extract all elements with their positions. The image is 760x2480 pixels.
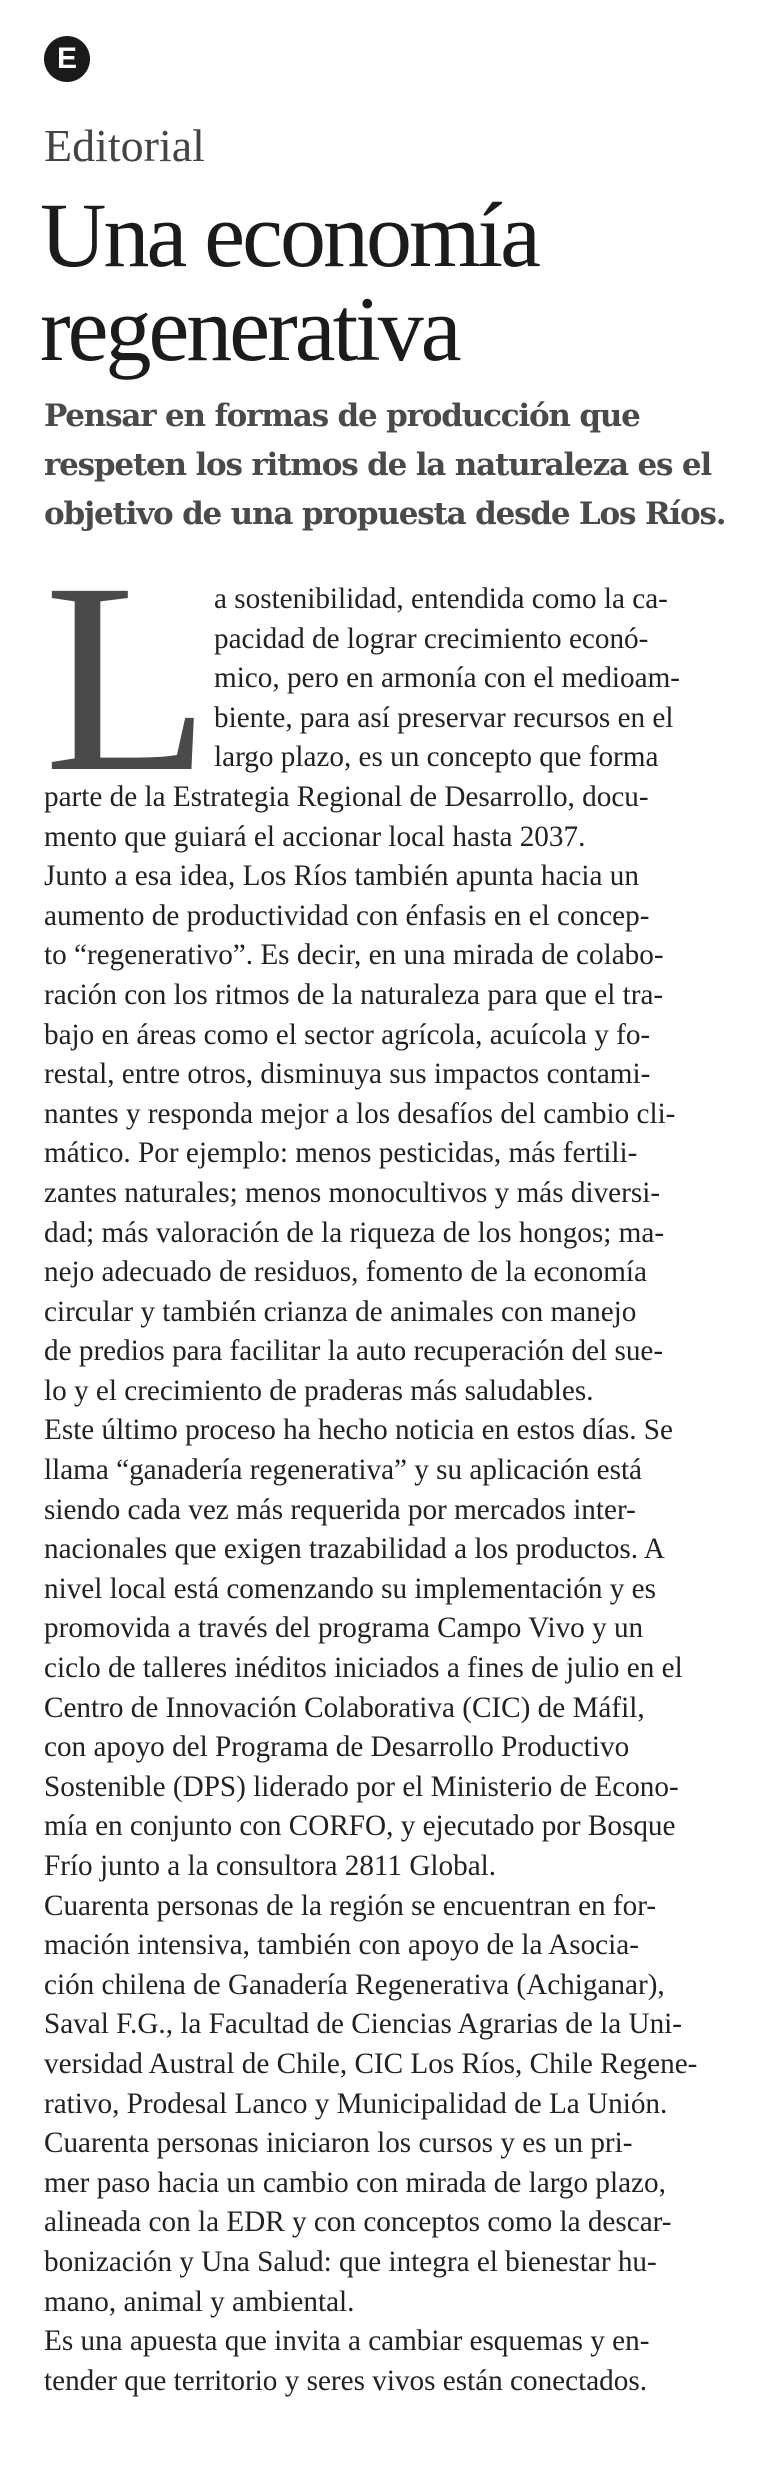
lead-line: objetivo de una propuesta desde Los Ríos. xyxy=(44,496,726,532)
body-line: bajo en áreas como el sector agrícola, acuícola y fo- xyxy=(44,1018,651,1051)
body-line: to “regenerativo”. Es decir, en una mirada de colabo- xyxy=(44,939,664,972)
body-line: Cuarenta personas iniciaron los cursos y es un pri- xyxy=(44,2127,633,2160)
body-line: circular y también crianza de animales con manejo xyxy=(44,1295,637,1328)
headline xyxy=(40,184,740,380)
body-line: Sostenible (DPS) liderado por el Ministerio de Econo- xyxy=(44,1770,679,1803)
body-line: largo plazo, es un concepto que forma xyxy=(214,741,659,774)
body-line: nivel local está comenzando su implementación y es xyxy=(44,1572,656,1605)
headline-line: Una economía xyxy=(40,184,538,286)
body-line: rativo, Prodesal Lanco y Municipalidad de La Unión. xyxy=(44,2087,668,2120)
body-line: versidad Austral de Chile, CIC Los Ríos, Chile Regene- xyxy=(44,2047,698,2080)
body-line: bonización y Una Salud: que integra el bienestar hu- xyxy=(44,2245,657,2278)
body-line: mía en conjunto con CORFO, y ejecutado por Bosque xyxy=(44,1810,676,1843)
body-line: mento que guiará el accionar local hasta 2037. xyxy=(44,820,586,853)
body-line: nacionales que exigen trazabilidad a los productos. A xyxy=(44,1533,665,1566)
body-line: llama “ganadería regenerativa” y su aplicación está xyxy=(44,1454,643,1487)
body-line: Cuarenta personas de la región se encuentran en for- xyxy=(44,1889,657,1922)
body-line: nantes y responda mejor a los desafíos del cambio cli- xyxy=(44,1097,676,1130)
section-label: Editorial xyxy=(44,120,205,171)
article-body xyxy=(44,580,734,2401)
headline-line: regenerativa xyxy=(40,278,459,380)
body-line: Frío junto a la consultora 2811 Global. xyxy=(44,1850,497,1882)
body-line: mano, animal y ambiental. xyxy=(44,2285,355,2318)
drop-cap: L xyxy=(44,527,211,828)
body-line: biente, para así preservar recursos en el xyxy=(214,701,674,734)
lead-line: Pensar en formas de producción que xyxy=(44,398,640,434)
body-line: nejo adecuado de residuos, fomento de la economía xyxy=(44,1256,647,1289)
lead-paragraph xyxy=(44,392,734,539)
body-line: parte de la Estrategia Regional de Desarrollo, docu- xyxy=(44,780,649,813)
body-line: restal, entre otros, disminuya sus impactos contami- xyxy=(44,1058,651,1091)
body-line: con apoyo del Programa de Desarrollo Productivo xyxy=(44,1731,630,1764)
body-line: siendo cada vez más requerida por mercados inter- xyxy=(44,1493,636,1526)
body-line: mático. Por ejemplo: menos pesticidas, más fertili- xyxy=(44,1137,638,1170)
body-line: mico, pero en armonía con el medioam- xyxy=(214,662,681,695)
body-line: aumento de productividad con énfasis en el concep- xyxy=(44,899,650,932)
body-line: ración con los ritmos de la naturaleza para que el tra- xyxy=(44,978,664,1011)
body-line: Junto a esa idea, Los Ríos también apunta hacia un xyxy=(44,860,639,893)
body-line: ciclo de talleres inéditos iniciados a fines de julio en el xyxy=(44,1652,683,1685)
body-line: mación intensiva, también con apoyo de la Asocia- xyxy=(44,1929,639,1962)
body-line: tender que territorio y seres vivos están conectados. xyxy=(44,2364,648,2397)
body-line: Centro de Innovación Colaborativa (CIC) de Máfil, xyxy=(44,1691,645,1724)
body-line: zantes naturales; menos monocultivos y más diversi- xyxy=(44,1176,661,1209)
body-line: mer paso hacia un cambio con mirada de largo plazo, xyxy=(44,2166,666,2199)
body-line: dad; más valoración de la riqueza de los hongos; ma- xyxy=(44,1216,665,1249)
lead-line: respeten los ritmos de la naturaleza es el xyxy=(44,447,711,483)
body-line: a sostenibilidad, entendida como la ca- xyxy=(214,583,668,615)
body-line: lo y el crecimiento de praderas más saludables. xyxy=(44,1374,594,1407)
section-badge: E xyxy=(44,36,90,82)
body-line: Saval F.G., la Facultad de Ciencias Agrarias de la Uni- xyxy=(44,2008,682,2041)
body-line: alineada con la EDR y con conceptos como la descar- xyxy=(44,2206,672,2239)
body-line: Este último proceso ha hecho noticia en estos días. Se xyxy=(44,1414,673,1447)
body-line: pacidad de lograr crecimiento econó- xyxy=(214,622,649,655)
body-line: de predios para facilitar la auto recuperación del sue- xyxy=(44,1335,664,1368)
body-line: Es una apuesta que invita a cambiar esquemas y en- xyxy=(44,2325,650,2358)
body-line: ción chilena de Ganadería Regenerativa (Achiganar), xyxy=(44,1968,665,2001)
body-line: promovida a través del programa Campo Vivo y un xyxy=(44,1612,644,1645)
